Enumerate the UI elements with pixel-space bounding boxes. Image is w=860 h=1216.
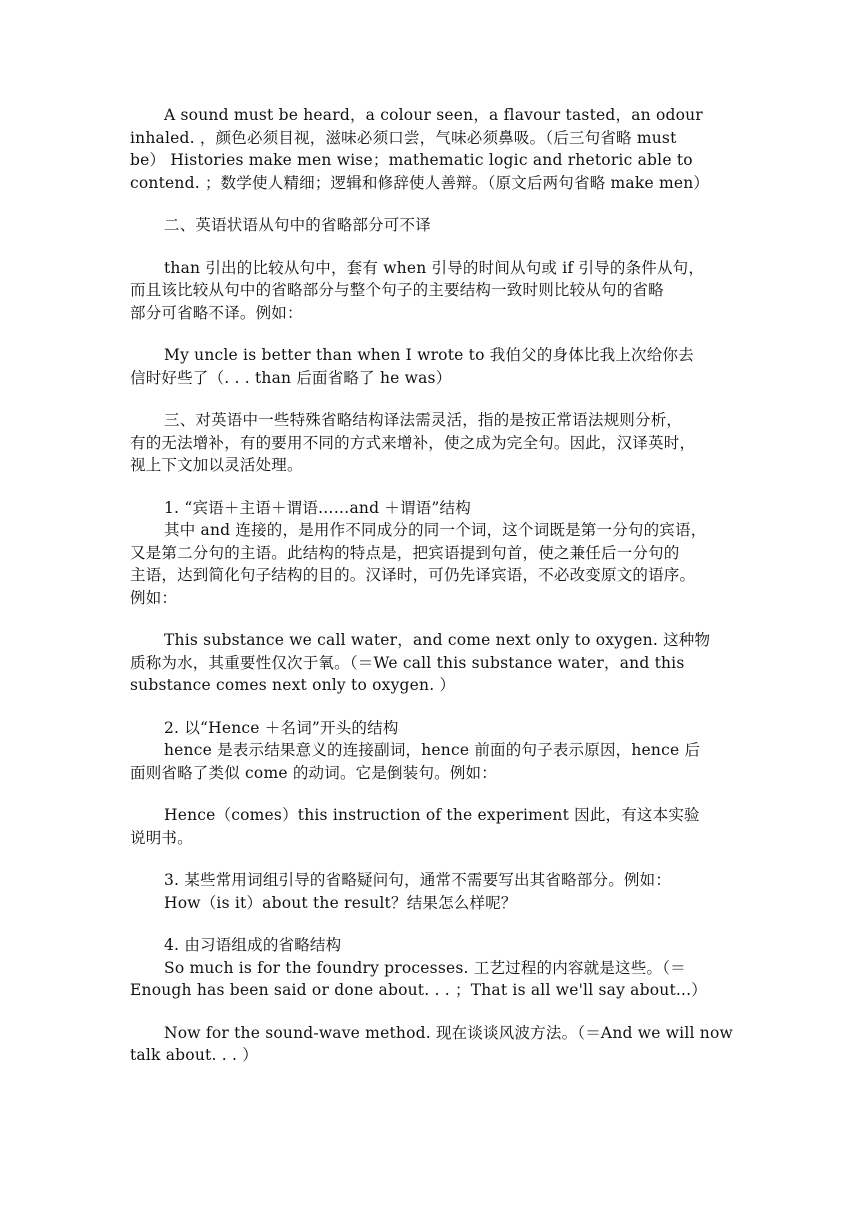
paragraph-uncle-example	[130, 344, 730, 389]
text-line: than 引出的比较从句中，套有 when 引导的时间从句或 if 引导的条件从句，	[164, 258, 705, 277]
subsection-2	[130, 717, 730, 785]
subsection-heading: 4. 由习语组成的省略结构	[164, 936, 342, 954]
section-heading: 二、英语状语从句中的省略部分可不译	[164, 216, 431, 234]
text-line: Now for the sound-wave method. 现在谈谈风波方法。（＝And we will now	[164, 1023, 733, 1042]
text-line: inhaled. ，颜色必须目视，滋味必须口尝，气味必须鼻吸。（后三句省略 must	[130, 128, 677, 147]
text-line: How（is it）about the result？结果怎么样呢？	[164, 893, 517, 912]
text-line: My uncle is better than when I wrote to 我伯父的身体比我上次给你去	[164, 346, 694, 364]
section-heading-3	[130, 409, 730, 477]
text-line: 部分可省略不译。例如：	[130, 303, 303, 322]
subsection-4	[130, 934, 730, 1002]
subsection-1	[130, 497, 730, 610]
text-line: 视上下文加以灵活处理。	[130, 456, 303, 474]
paragraph-water-example	[130, 629, 730, 697]
text-line: 其中 and 连接的，是用作不同成分的同一个词，这个词既是第一分句的宾语，	[164, 521, 707, 539]
text-line: Hence（comes）this instruction of the experiment 因此，有这本实验	[164, 806, 700, 824]
text-line: 有的无法增补，有的要用不同的方式来增补，使之成为完全句。因此，汉译英时，	[130, 433, 696, 452]
section-heading: 三、对英语中一些特殊省略结构译法需灵活，指的是按正常语法规则分析，	[164, 411, 683, 429]
text-line: 主语，达到简化句子结构的目的。汉译时，可仍先译宾语，不必改变原文的语序。	[130, 566, 696, 584]
text-line: talk about. . . ）	[130, 1046, 258, 1064]
section-heading-2	[130, 214, 730, 237]
subsection-heading: 2. 以“Hence ＋名词”开头的结构	[164, 718, 399, 737]
subsection-3	[130, 869, 730, 914]
text-line: This substance we call water，and come next only to oxygen. 这种物	[164, 631, 711, 649]
text-line: 信时好些了（. . . than 后面省略了 he was）	[130, 368, 452, 387]
text-line: 面则省略了类似 come 的动词。它是倒装句。例如：	[130, 763, 497, 782]
document-body	[130, 104, 733, 1067]
text-line: So much is for the foundry processes. 工艺过程的内容就是这些。（＝	[164, 958, 686, 977]
text-line: Enough has been said or done about. . . ；That is all we'll say about...）	[130, 981, 707, 999]
paragraph-than-clause	[130, 257, 730, 325]
paragraph-sound-example	[130, 104, 730, 194]
subsection-heading: 1. “宾语＋主语＋谓语……and ＋谓语”结构	[164, 498, 471, 517]
text-line: contend. ；数学使人精细；逻辑和修辞使人善辩。（原文后两句省略 make men）	[130, 173, 710, 192]
text-line: hence 是表示结果意义的连接副词，hence 前面的句子表示原因，hence 后	[164, 741, 701, 759]
paragraph-hence-example	[130, 804, 730, 849]
subsection-heading: 3. 某些常用词组引导的省略疑问句，通常不需要写出其省略部分。例如：	[164, 871, 672, 889]
paragraph-sound-wave-example	[130, 1022, 733, 1067]
text-line: substance comes next only to oxygen. ）	[130, 676, 456, 694]
text-line: A sound must be heard，a colour seen，a flavour tasted，an odour	[164, 106, 703, 124]
text-line: 质称为水，其重要性仅次于氧。（＝We call this substance water，and this	[130, 653, 685, 672]
text-line: 而且该比较从句中的省略部分与整个句子的主要结构一致时则比较从句的省略	[130, 281, 664, 299]
text-line: 说明书。	[130, 828, 193, 847]
text-line: 例如：	[130, 588, 178, 607]
text-line: 又是第二分句的主语。此结构的特点是，把宾语提到句首，使之兼任后一分句的	[130, 543, 680, 562]
text-line: be） Histories make men wise；mathematic logic and rhetoric able to	[130, 151, 693, 169]
